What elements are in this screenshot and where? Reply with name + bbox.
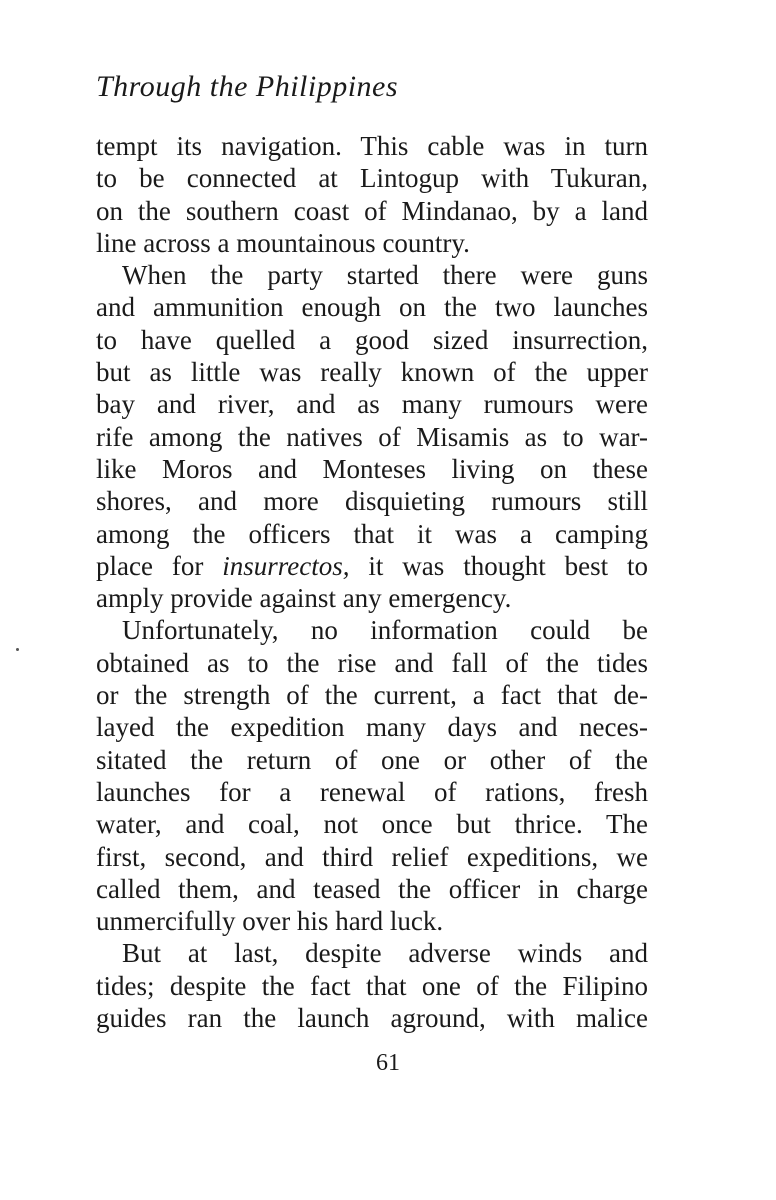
text-line: first, second, and third relief expeditions, we — [96, 841, 648, 872]
text-line: layed the expedition many days and neces- — [96, 712, 648, 743]
text-line: or the strength of the current, a fact that de- — [96, 680, 648, 711]
text-line: sitated the return of one or other of the — [96, 744, 648, 775]
text-line: tempt its navigation. This cable was in turn — [96, 131, 648, 161]
text-line: But at last, despite adverse winds and — [122, 938, 648, 969]
text-line: like Moros and Monteses living on these — [96, 453, 648, 484]
text-line: When the party started there were guns — [122, 260, 648, 291]
text-line: unmercifully over his hard luck. — [96, 906, 444, 937]
text-line: water, and coal, not once but thrice. The — [96, 809, 648, 840]
text-line: obtained as to the rise and fall of the tides — [96, 647, 648, 678]
text-line: tides; despite the fact that one of the Filipino — [96, 970, 648, 1001]
text-run: it was thought best to — [349, 550, 648, 581]
text-line: among the officers that it was a camping — [96, 518, 648, 549]
text-line: rife among the natives of Misamis as to war- — [96, 421, 648, 452]
text-line: to be connected at Lintogup with Tukuran, — [96, 163, 648, 194]
text-line: Unfortunately, no information could be — [122, 615, 648, 646]
text-line: line across a mountainous country. — [96, 227, 470, 258]
text-line: amply provide against any emergency. — [96, 583, 512, 614]
text-line: on the southern coast of Mindanao, by a land — [96, 195, 648, 226]
text-line: launches for a renewal of rations, fresh — [96, 776, 648, 807]
text-line: bay and river, and as many rumours were — [96, 389, 648, 420]
text-line: shores, and more disquieting rumours still — [96, 486, 648, 517]
running-head: Through the Philippines — [96, 70, 399, 103]
text-line: guides ran the launch aground, with malice — [96, 1003, 648, 1034]
text-line — [96, 550, 648, 582]
body-text — [96, 130, 648, 1034]
margin-speck — [16, 648, 19, 651]
text-line: to have quelled a good sized insurrection, — [96, 324, 648, 355]
text-line: and ammunition enough on the two launches — [96, 292, 648, 323]
page-number: 61 — [376, 1050, 400, 1076]
italic-term: insurrectos, — [222, 550, 350, 581]
text-line: but as little was really known of the upper — [96, 357, 648, 388]
text-run: place for — [96, 550, 223, 581]
text-line: called them, and teased the officer in charge — [96, 873, 648, 904]
